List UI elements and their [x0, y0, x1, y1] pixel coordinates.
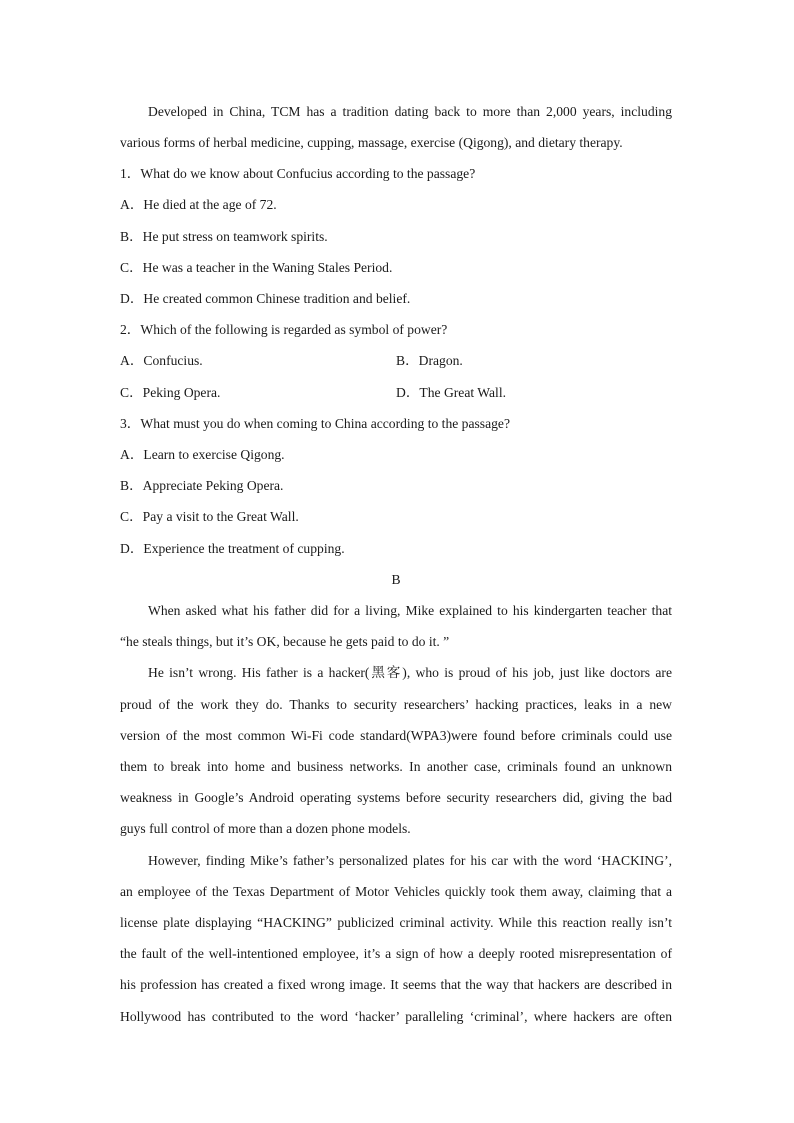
section-b-p2-line-4: them to break into home and business networks. In another case, criminals found an unknown	[120, 759, 672, 774]
question-1-option-d: D．He created common Chinese tradition and belief.	[120, 291, 411, 306]
section-b-p1-line-1: When asked what his father did for a living, Mike explained to his kindergarten teacher that	[148, 603, 672, 618]
section-b-p2-line-6: guys full control of more than a dozen phone models.	[120, 821, 411, 836]
passage-a-line-1: Developed in China, TCM has a tradition dating back to more than 2,000 years, including	[148, 104, 672, 119]
question-2-option-d: D．The Great Wall.	[396, 385, 507, 400]
question-1-option-b: B．He put stress on teamwork spirits.	[120, 229, 328, 244]
section-b-p3-line-3: license plate displaying “HACKING” publicized criminal activity. While this reaction really isn’t	[120, 915, 672, 930]
question-3-option-d: D．Experience the treatment of cupping.	[120, 541, 345, 556]
section-b-p3-line-2: an employee of the Texas Department of Motor Vehicles quickly took them away, claiming that a	[120, 884, 672, 899]
question-2-stem: 2．Which of the following is regarded as symbol of power?	[120, 322, 448, 337]
section-b-p2-line-5: weakness in Google’s Android operating systems before security researchers did, giving the bad	[120, 790, 672, 805]
question-2-option-a: A．Confucius.	[120, 353, 203, 368]
section-b-p3-line-4: the fault of the well-intentioned employee, it’s a sign of how a deeply rooted misrepresentation of	[120, 946, 672, 961]
question-3-stem: 3．What must you do when coming to China according to the passage?	[120, 416, 510, 431]
question-3-option-a: A．Learn to exercise Qigong.	[120, 447, 285, 462]
section-b-p2-line-2: proud of the work they do. Thanks to security researchers’ hacking practices, leaks in a new	[120, 697, 672, 712]
section-b-p2-line-3: version of the most common Wi-Fi code standard(WPA3)were found before criminals could use	[120, 728, 672, 743]
question-1-stem: 1．What do we know about Confucius according to the passage?	[120, 166, 476, 181]
section-b-p3-line-5: his profession has created a fixed wrong image. It seems that the way that hackers are described in	[120, 977, 672, 992]
question-3-option-c: C．Pay a visit to the Great Wall.	[120, 509, 299, 524]
passage-a-line-2: various forms of herbal medicine, cupping, massage, exercise (Qigong), and dietary therapy.	[120, 135, 623, 150]
section-b-p3-line-6: Hollywood has contributed to the word ‘hacker’ paralleling ‘criminal’, where hackers are often	[120, 1009, 672, 1024]
question-2-option-b: B．Dragon.	[396, 353, 463, 368]
section-b-p2-line-1: He isn’t wrong. His father is a hacker(黑客), who is proud of his job, just like doctors are	[148, 665, 672, 680]
question-3-option-b: B．Appreciate Peking Opera.	[120, 478, 284, 493]
question-2-option-c: C．Peking Opera.	[120, 385, 221, 400]
section-b-heading: B	[391, 572, 401, 587]
question-1-option-c: C．He was a teacher in the Waning Stales Period.	[120, 260, 393, 275]
section-b-p1-line-2: “he steals things, but it’s OK, because he gets paid to do it. ”	[120, 634, 450, 649]
section-b-p3-line-1: However, finding Mike’s father’s personalized plates for his car with the word ‘HACKING’,	[148, 853, 672, 868]
question-1-option-a: A．He died at the age of 72.	[120, 197, 277, 212]
